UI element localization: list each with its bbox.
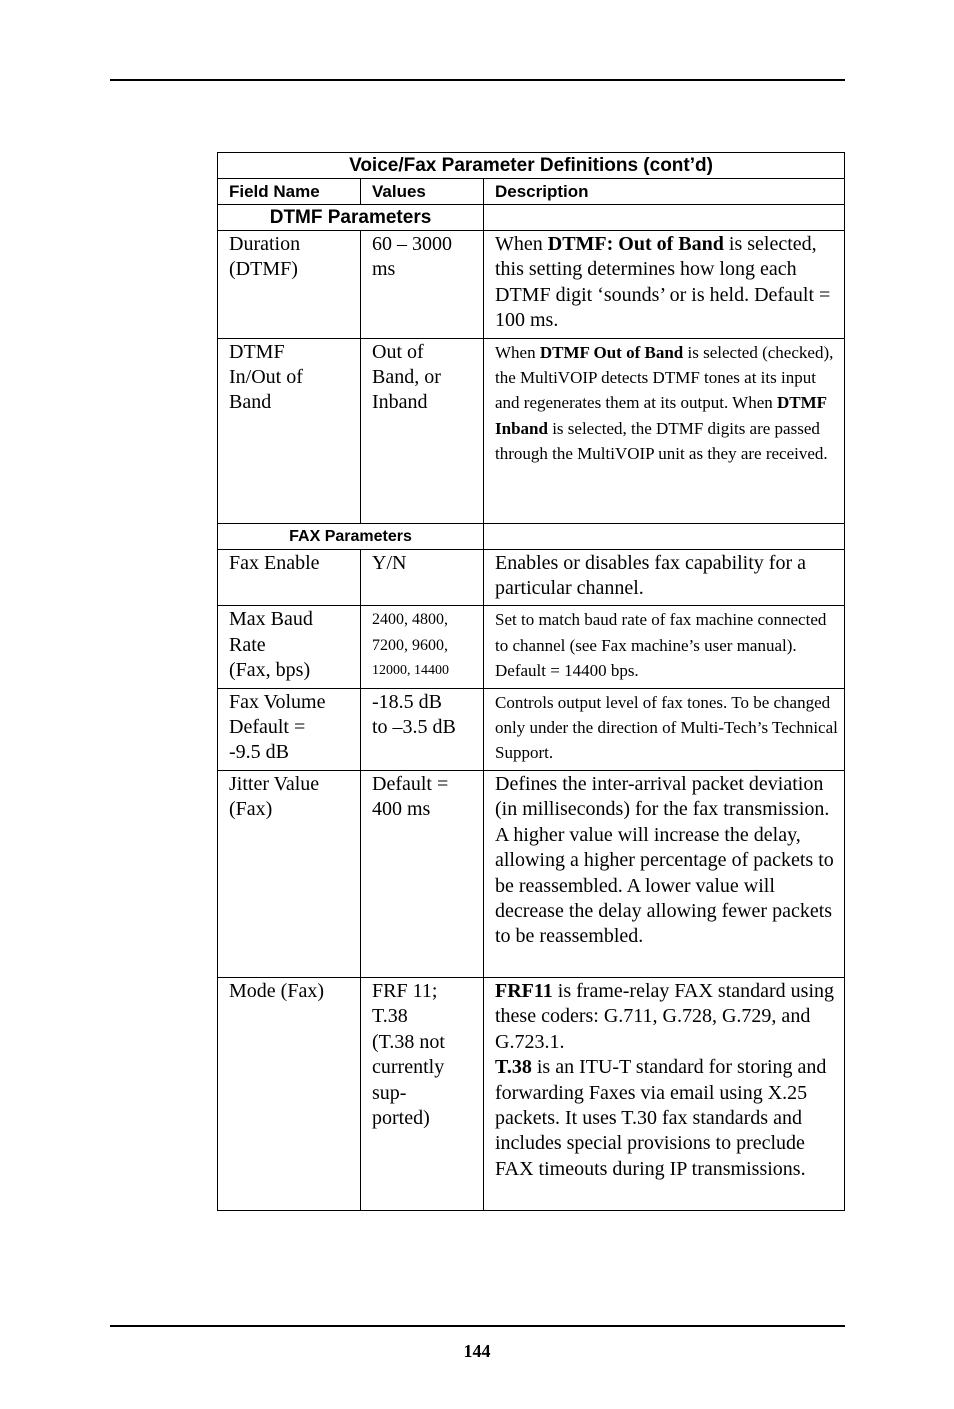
values-cell <box>361 688 484 770</box>
values-cell <box>361 231 484 339</box>
field-name-line: Default = <box>229 716 306 739</box>
field-name-line: In/Out of <box>229 366 303 389</box>
value-line: 60 – 3000 <box>372 233 452 255</box>
table-row <box>218 338 845 523</box>
table-row <box>218 606 845 688</box>
description-paragraph <box>495 979 838 1055</box>
field-name-cell <box>218 606 361 688</box>
values-cell <box>361 770 484 977</box>
table-header-row <box>218 179 845 205</box>
value-line: currently <box>372 1056 445 1079</box>
description-bold-term: DTMF Inband <box>495 393 827 438</box>
description-cell: Controls output level of fax tones. To be changed only under the direction of Multi-Tech’s Technical Support. <box>484 688 845 770</box>
section-title-dtmf: DTMF Parameters <box>218 205 484 231</box>
description-cell <box>484 338 845 523</box>
value-line: Default = <box>372 772 449 795</box>
field-name-line: Band <box>229 391 272 414</box>
description-cell: Set to match baud rate of fax machine connected to channel (see Fax machine’s user manual). Default = 14400 bps. <box>484 606 845 688</box>
field-name-line: Fax Volume <box>229 690 326 713</box>
table-row <box>218 977 845 1210</box>
description-bold-term: T.38 <box>495 1056 532 1079</box>
field-name-line: Rate <box>229 633 266 656</box>
value-line: FRF 11; <box>372 979 438 1002</box>
column-header-field-name: Field Name <box>218 179 361 205</box>
footer-rule <box>110 1325 845 1327</box>
description-bold-term: FRF11 <box>495 979 553 1002</box>
value-line: sup- <box>372 1081 407 1104</box>
field-name-cell <box>218 231 361 339</box>
value-line: to –3.5 dB <box>372 716 456 739</box>
description-text: is selected, the DTMF digits are passed through the MultiVOIP unit as they are received. <box>495 418 828 464</box>
section-title-fax: FAX Parameters <box>218 523 484 549</box>
value-line: (T.38 not <box>372 1030 445 1053</box>
values-cell <box>361 338 484 523</box>
description-bold-term: DTMF Out of Band <box>539 342 684 362</box>
value-line: 7200, 9600, <box>372 636 448 654</box>
table-row <box>218 549 845 606</box>
description-text: is frame-relay FAX standard using these coders: G.711, G.728, G.729, and G.723.1. <box>495 979 835 1053</box>
field-name-line: Jitter Value <box>229 772 320 795</box>
field-name-line: DTMF <box>229 340 285 363</box>
field-name-line: (Fax) <box>229 798 273 821</box>
field-name-line: Max Baud <box>229 608 313 631</box>
field-name-line: Duration <box>229 233 301 255</box>
field-name-cell <box>218 338 361 523</box>
section-empty-cell <box>484 523 845 549</box>
table-row <box>218 688 845 770</box>
section-row-fax <box>218 523 845 549</box>
table-row <box>218 231 845 339</box>
values-cell <box>361 977 484 1210</box>
description-bold-term: DTMF: Out of Band <box>547 233 724 255</box>
header-rule <box>110 79 845 81</box>
section-empty-cell <box>484 205 845 231</box>
values-cell: Y/N <box>361 549 484 606</box>
value-line: 12000, 14400 <box>372 663 449 679</box>
description-text: is an ITU-T standard for storing and forwarding Faxes via email using X.25 packets. It uses T.30 fax standards and includes special provisions to preclude FAX timeouts during IP transmissions. <box>495 1056 827 1180</box>
value-line: Out of <box>372 340 424 363</box>
table-title-row <box>218 153 845 179</box>
value-line: ms <box>372 258 396 281</box>
page-number: 144 <box>463 1341 491 1361</box>
value-line: Inband <box>372 391 428 414</box>
parameter-definitions-table <box>217 152 845 1211</box>
column-header-description: Description <box>484 179 845 205</box>
field-name-line: (DTMF) <box>229 258 298 281</box>
table-title: Voice/Fax Parameter Definitions (cont’d) <box>218 153 845 179</box>
field-name-cell: Mode (Fax) <box>218 977 361 1210</box>
field-name-cell <box>218 688 361 770</box>
value-line: 2400, 4800, <box>372 611 448 629</box>
description-cell <box>484 977 845 1210</box>
field-name-line: -9.5 dB <box>229 741 289 764</box>
description-cell <box>484 231 845 339</box>
description-text: When <box>495 342 540 362</box>
description-paragraph <box>495 1055 838 1182</box>
table-row <box>218 770 845 977</box>
field-name-line: (Fax, bps) <box>229 659 311 682</box>
value-line: ported) <box>372 1106 430 1129</box>
description-text: is selected (checked), the MultiVOIP detects DTMF tones at its input and regenerates them at its output. When <box>495 342 834 413</box>
field-name-cell <box>218 770 361 977</box>
description-cell: Defines the inter-arrival packet deviation (in milliseconds) for the fax transmission. A higher value will increase the delay, allowing a higher percentage of packets to be reassembled. A lower value will decrease the delay allowing fewer packets to be reassembled. <box>484 770 845 977</box>
value-line: T.38 <box>372 1005 408 1028</box>
description-cell: Enables or disables fax capability for a particular channel. <box>484 549 845 606</box>
field-name-cell: Fax Enable <box>218 549 361 606</box>
value-line: Band, or <box>372 366 441 389</box>
value-line: 400 ms <box>372 798 431 821</box>
values-cell <box>361 606 484 688</box>
column-header-values: Values <box>361 179 484 205</box>
section-row-dtmf <box>218 205 845 231</box>
value-line: -18.5 dB <box>372 690 442 713</box>
description-text: When <box>495 233 548 255</box>
description-text: is selected, this setting determines how long each DTMF digit ‘sounds’ or is held. Default = 100 ms. <box>495 233 831 332</box>
